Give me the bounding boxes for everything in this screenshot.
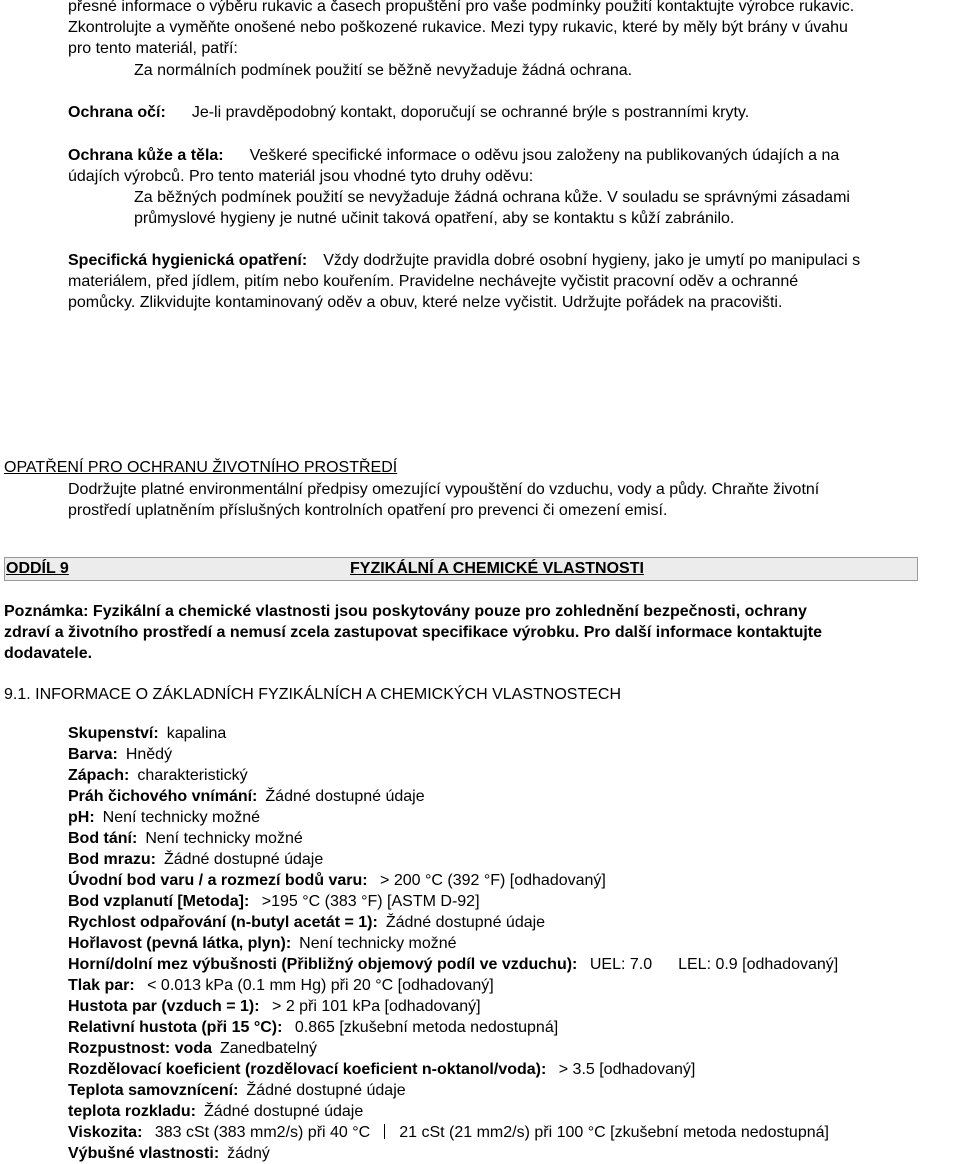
property-label: Rychlost odpařování (n-butyl acetát = 1): xyxy=(68,914,378,931)
property-value: charakteristický xyxy=(137,767,248,784)
property-label: Práh čichového vnímání: xyxy=(68,788,258,805)
property-value: 383 cSt (383 mm2/s) při 40 °C xyxy=(150,1124,371,1141)
property-value: Není technicky možné xyxy=(145,830,303,847)
property-row xyxy=(68,1017,558,1038)
property-label: Relativní hustota (při 15 °C): xyxy=(68,1019,283,1036)
property-label: Tlak par: xyxy=(68,977,135,994)
property-row xyxy=(68,912,545,933)
property-label: Barva: xyxy=(68,746,118,763)
paragraph-line: Zkontrolujte a vyměňte onošené nebo poškozené rukavice. Mezi typy rukavic, které by měly být brány v úvahu xyxy=(68,19,848,36)
property-label: Hustota par (vzduch = 1): xyxy=(68,998,260,1015)
paragraph-line: pro tento materiál, patří: xyxy=(68,40,238,57)
property-row xyxy=(68,870,606,891)
property-value: > 3.5 [odhadovaný] xyxy=(554,1061,696,1078)
property-label: Úvodní bod varu / a rozmezí bodů varu: xyxy=(68,872,368,889)
paragraph-line: údajích výrobců. Pro tento materiál jsou vhodné tyto druhy oděvu: xyxy=(68,168,534,185)
property-value: Žádné dostupné údaje xyxy=(164,851,324,868)
hygiene-text: Vždy dodržujte pravidla dobré osobní hygieny, jako je umytí po manipulaci s xyxy=(323,252,861,269)
property-value: 0.865 [zkušební metoda nedostupná] xyxy=(290,1019,559,1036)
property-value: žádný xyxy=(227,1145,270,1162)
paragraph-line: pomůcky. Zlikvidujte kontaminovaný oděv a obuv, které nelze vyčistit. Udržujte pořádek na pracovišti. xyxy=(68,294,783,311)
section-number: ODDÍL 9 xyxy=(6,560,69,577)
property-label: pH: xyxy=(68,809,95,826)
note-line: Poznámka: Fyzikální a chemické vlastnosti jsou poskytovány pouze pro zohlednění bezpečnosti, ochrany xyxy=(4,603,807,620)
property-value-2: 21 cSt (21 mm2/s) při 100 °C [zkušební metoda nedostupná] xyxy=(399,1124,829,1141)
property-row xyxy=(68,849,323,870)
property-row xyxy=(68,975,494,996)
property-row xyxy=(68,765,248,786)
section-header-bar xyxy=(4,557,918,581)
hygiene-label: Specifická hygienická opatření: xyxy=(68,252,308,269)
property-value: Není technicky možné xyxy=(299,935,457,952)
property-row xyxy=(68,723,226,744)
property-label: Zápach: xyxy=(68,767,130,784)
skin-protection-label: Ochrana kůže a těla: xyxy=(68,147,224,164)
paragraph-line: Za normálních podmínek použití se běžně nevyžaduje žádná ochrana. xyxy=(134,62,633,79)
property-label: Viskozita: xyxy=(68,1124,143,1141)
property-row xyxy=(68,744,172,765)
property-row xyxy=(68,828,303,849)
skin-protection-row xyxy=(68,145,839,166)
property-label: Výbušné vlastnosti: xyxy=(68,1145,220,1162)
property-label: Horní/dolní mez výbušnosti (Přibližný objemový podíl ve vzduchu): xyxy=(68,956,578,973)
paragraph-line: materiálem, před jídlem, pitím nebo kouřením. Pravidelne nechávejte vyčistit pracovní oděv a ochranné xyxy=(68,273,799,290)
property-value: Není technicky možné xyxy=(102,809,261,826)
property-value: > 2 při 101 kPa [odhadovaný] xyxy=(267,998,481,1015)
property-value: Žádné dostupné údaje xyxy=(204,1103,364,1120)
property-row xyxy=(68,891,480,912)
property-row xyxy=(68,1101,363,1122)
paragraph-line: Dodržujte platné environmentální předpisy omezující vypouštění do vzduchu, vody a půdy. Chraňte životní xyxy=(68,481,820,498)
eye-protection-text: Je-li pravděpodobný kontakt, doporučují se ochranné brýle s postranními kryty. xyxy=(191,104,750,121)
property-row xyxy=(68,996,481,1017)
subsection-heading: 9.1. INFORMACE O ZÁKLADNÍCH FYZIKÁLNÍCH A CHEMICKÝCH VLASTNOSTECH xyxy=(4,686,621,703)
eye-protection-label: Ochrana očí: xyxy=(68,104,166,121)
paragraph-line: prostředí uplatněním příslušných kontrolních opatření pro prevenci či omezení emisí. xyxy=(68,502,668,519)
property-value: Žádné dostupné údaje xyxy=(265,788,425,805)
property-value: >195 °C (383 °F) [ASTM D-92] xyxy=(257,893,480,910)
skin-protection-text: Veškeré specifické informace o oděvu jsou založeny na publikovaných údajích a na xyxy=(249,147,840,164)
paragraph-line: Za běžných podmínek použití se nevyžaduje žádná ochrana kůže. V souladu se správnými zásadami xyxy=(134,189,850,206)
paragraph-line: průmyslové hygieny je nutné učinit taková opatření, aby se kontaktu s kůží zabránilo. xyxy=(134,210,735,227)
property-label: Rozpustnost: voda xyxy=(68,1040,212,1057)
property-value: Hnědý xyxy=(125,746,173,763)
note-line: zdraví a životního prostředí a nemusí zcela zastupovat specifikace výrobku. Pro další informace kontaktujte xyxy=(4,624,823,641)
property-label: Bod vzplanutí [Metoda]: xyxy=(68,893,250,910)
property-row xyxy=(68,1059,695,1080)
property-value: Žádné dostupné údaje xyxy=(246,1082,406,1099)
eye-protection-row xyxy=(68,102,749,123)
property-row xyxy=(68,933,457,954)
property-value-2: LEL: 0.9 [odhadovaný] xyxy=(678,956,839,973)
section-title: FYZIKÁLNÍ A CHEMICKÉ VLASTNOSTI xyxy=(350,560,644,577)
paragraph-line: přesné informace o výběru rukavic a časech propuštění pro vaše podmínky použití kontaktujte výrobce rukavic. xyxy=(68,0,855,15)
property-value: Žádné dostupné údaje xyxy=(385,914,546,931)
property-row xyxy=(68,1122,829,1143)
property-value: > 200 °C (392 °F) [odhadovaný] xyxy=(375,872,606,889)
hygiene-row xyxy=(68,250,860,271)
note-line: dodavatele. xyxy=(4,645,93,662)
property-label: Skupenství: xyxy=(68,725,159,742)
property-row xyxy=(68,786,425,807)
separator-bar xyxy=(384,1124,385,1139)
property-row xyxy=(68,954,838,975)
property-label: Hořlavost (pevná látka, plyn): xyxy=(68,935,292,952)
environment-heading: OPATŘENÍ PRO OCHRANU ŽIVOTNÍHO PROSTŘEDÍ xyxy=(4,459,398,476)
property-value: < 0.013 kPa (0.1 mm Hg) při 20 °C [odhadovaný] xyxy=(142,977,494,994)
property-value: Zanedbatelný xyxy=(220,1040,317,1057)
property-label: Rozdělovací koeficient (rozdělovací koeficient n-oktanol/voda): xyxy=(68,1061,547,1078)
property-label: teplota rozkladu: xyxy=(68,1103,197,1120)
property-label: Bod tání: xyxy=(68,830,138,847)
property-label: Teplota samovznícení: xyxy=(68,1082,239,1099)
property-value: kapalina xyxy=(166,725,227,742)
property-value: UEL: 7.0 xyxy=(585,956,653,973)
property-label: Bod mrazu: xyxy=(68,851,156,868)
property-row xyxy=(68,1080,406,1101)
property-row xyxy=(68,807,260,828)
property-row xyxy=(68,1038,317,1059)
